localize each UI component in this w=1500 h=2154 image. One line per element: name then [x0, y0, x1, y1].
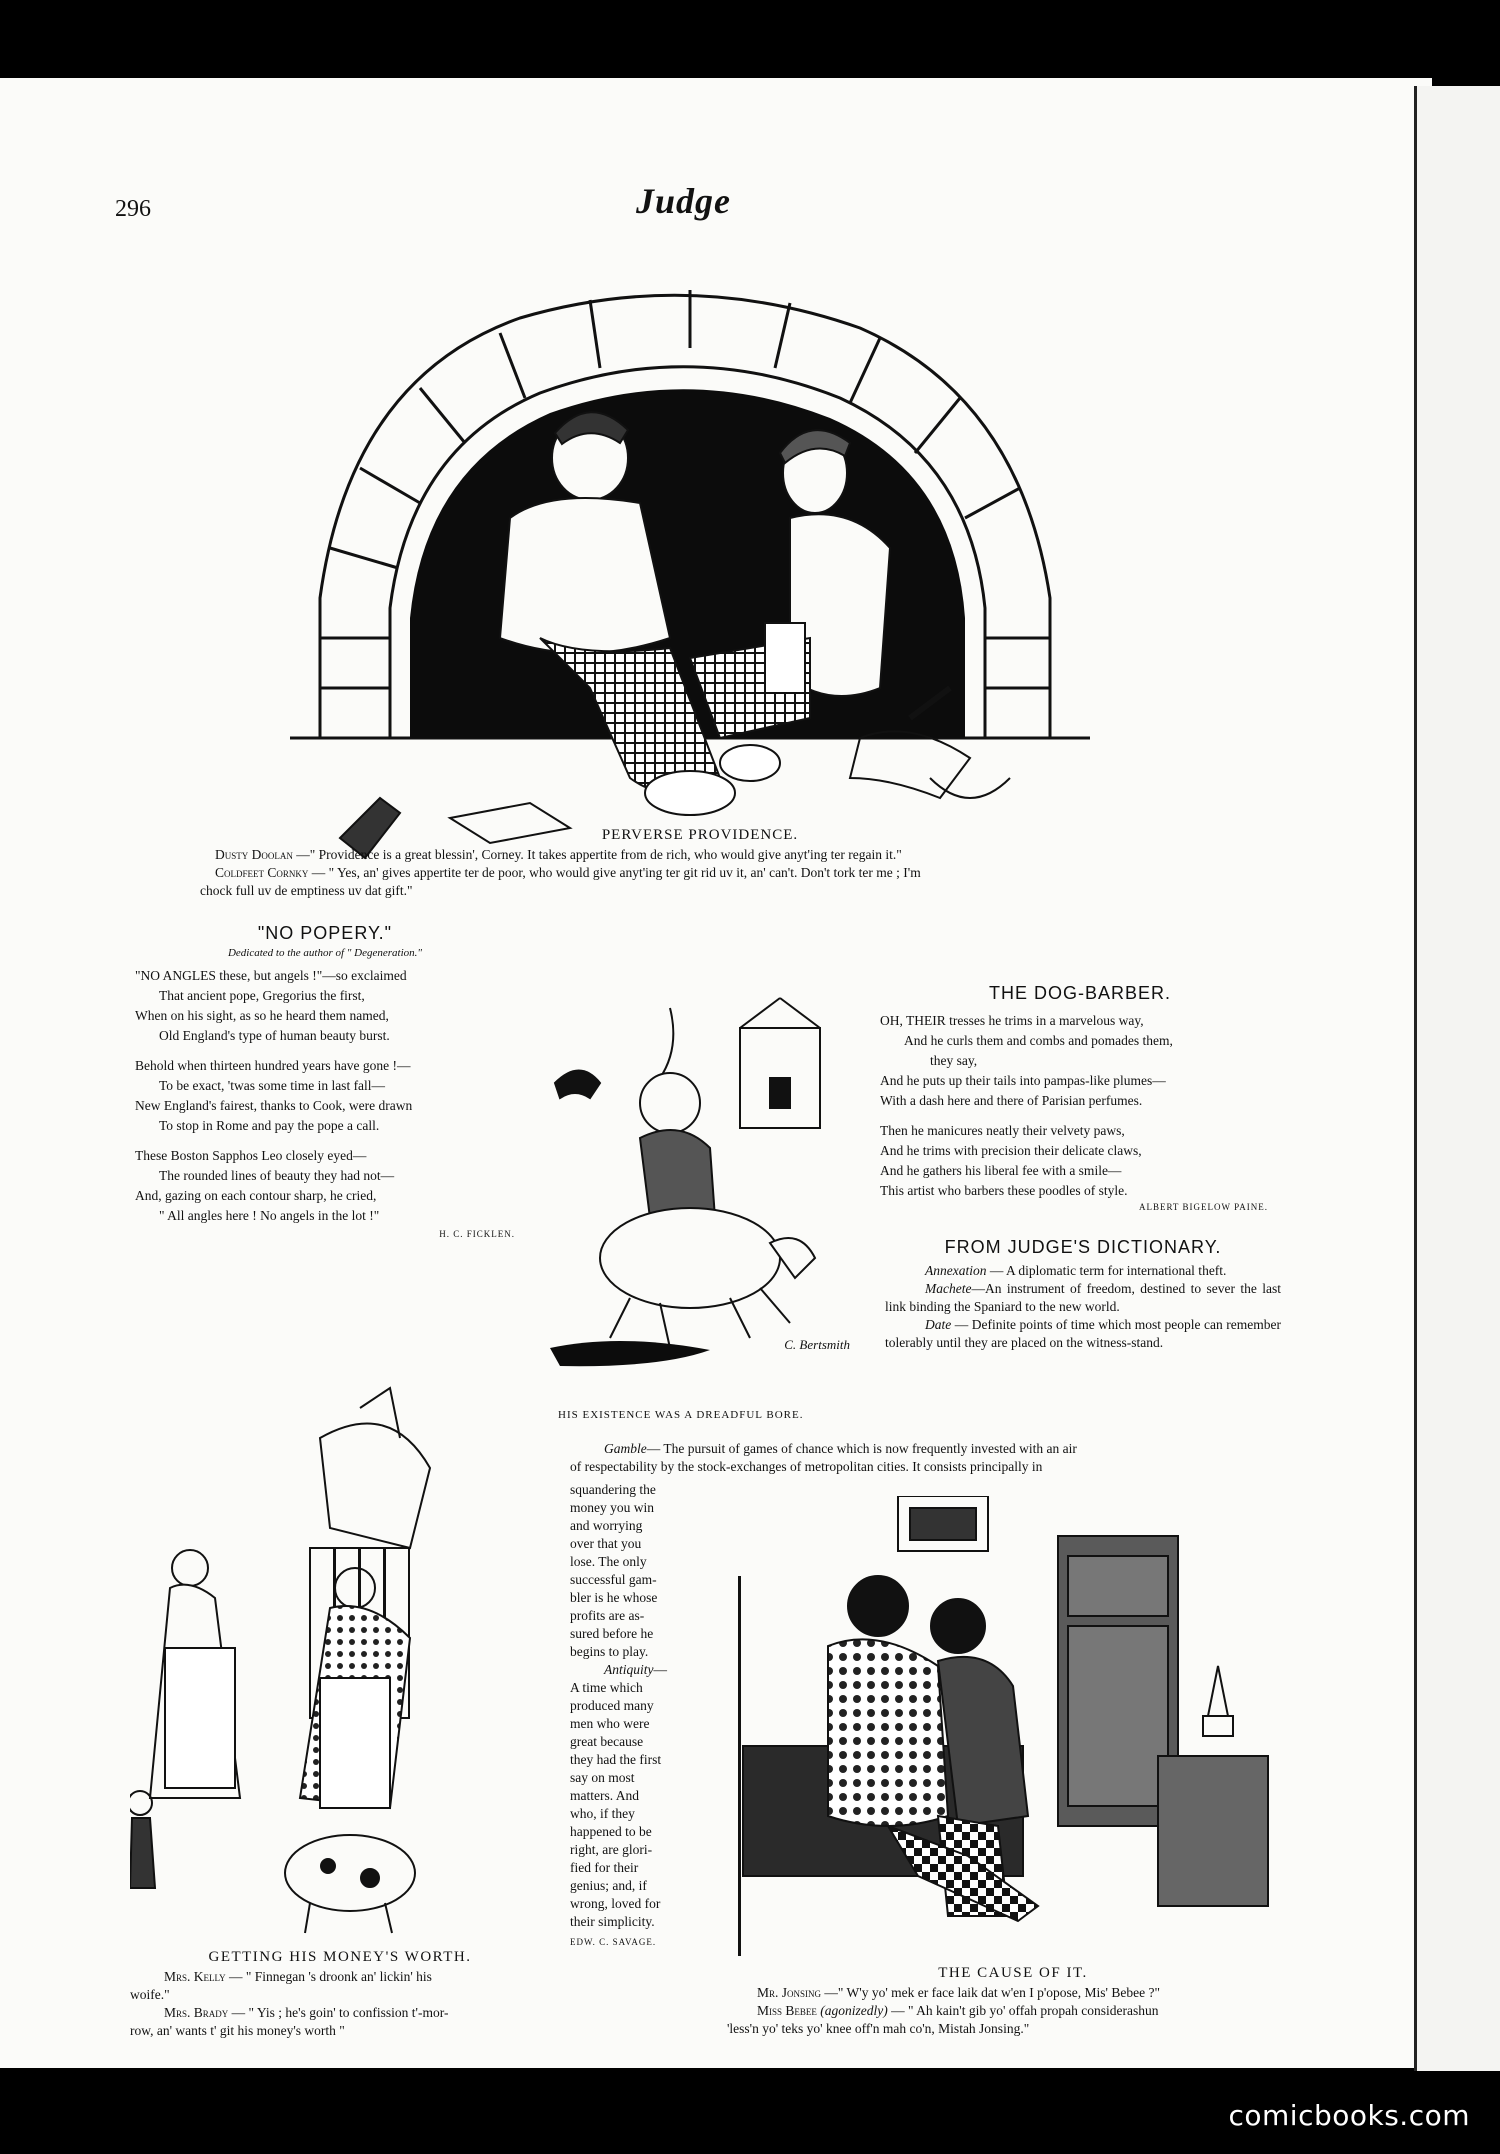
mrs-kelly-line: — " Finnegan 's droonk an' lickin' his	[225, 1969, 432, 1984]
masthead-logo: Judge	[636, 181, 731, 221]
miss-bebee-line-cont: 'less'n yo' teks yo' knee off'n mah co'n, Mistah Jonsing."	[727, 2021, 1030, 2036]
dog-barber-stanza-2	[880, 1122, 1280, 1200]
text-line: A time which	[570, 1680, 643, 1695]
term: Machete	[925, 1281, 972, 1296]
watermark: comicbooks.com	[1228, 2099, 1470, 2132]
entry-gamble	[570, 1440, 1282, 1476]
dictionary-author: EDW. C. SAVAGE.	[570, 1937, 657, 1947]
entry-date	[885, 1316, 1281, 1352]
text-line: genius; and, if	[570, 1878, 647, 1893]
text-line: happened to be	[570, 1824, 652, 1839]
text-line: their simplicity.	[570, 1914, 655, 1929]
text-line: matters. And	[570, 1788, 639, 1803]
term: Annexation	[925, 1263, 987, 1278]
gamble-continued	[570, 1481, 698, 1661]
no-popery-dedication: Dedicated to the author of " Degeneration."	[227, 947, 423, 959]
boy-pig-caption: HIS EXISTENCE WAS A DREADFUL BORE.	[558, 1409, 804, 1421]
dog-barber-poem	[880, 983, 1280, 1212]
poem-line: To stop in Rome and pay the pope a call.	[159, 1118, 380, 1133]
dictionary-column	[885, 1238, 1281, 1352]
poem-line: And he trims with precision their delicate claws,	[880, 1143, 1142, 1158]
text-line: money you win	[570, 1500, 654, 1515]
poem-line: The rounded lines of beauty they had not—	[159, 1168, 395, 1183]
mrs-brady-speaker: Mrs. Brady	[164, 2005, 229, 2020]
mr-jonsing-speaker: Mr. Jonsing	[757, 1985, 822, 2000]
no-popery-title: "NO POPERY."	[257, 923, 393, 943]
washerwomen-pig-illustration	[130, 1348, 550, 1948]
cause-of-it-dialogue	[727, 1984, 1327, 2038]
poem-line: Behold when thirteen hundred years have gone !—	[135, 1058, 411, 1073]
poem-line: To be exact, 'twas some time in last fall—	[159, 1078, 386, 1093]
magazine-page	[0, 78, 1432, 2068]
stage-direction: (agonizedly)	[820, 2003, 888, 2018]
no-popery-stanza-2	[135, 1057, 515, 1135]
poem-line: they say,	[930, 1053, 978, 1068]
no-popery-author: H. C. FICKLEN.	[439, 1229, 515, 1239]
adjacent-page-edge	[1414, 86, 1500, 2071]
poem-line: This artist who barbers these poodles of style.	[880, 1183, 1128, 1198]
artist-signature: C. Bertsmith	[784, 1337, 850, 1352]
coldfeet-cornky-line: — " Yes, an' gives appertite ter de poor, who would give anyt'ing ter git rid uv it, an' can't. Don't tork ter me ; I'm	[311, 865, 921, 880]
coldfeet-cornky-line-cont: chock full uv de emptiness uv dat gift."	[200, 883, 413, 898]
text-line: right, are glori-	[570, 1842, 653, 1857]
money-worth-dialogue	[130, 1968, 560, 2040]
narrow-text-column	[570, 1481, 698, 1951]
mrs-kelly-speaker: Mrs. Kelly	[164, 1969, 226, 1984]
antiquity-definition	[570, 1679, 698, 1931]
term: Gamble	[604, 1441, 647, 1456]
definition: —An instrument of freedom, destined to sever the last link binding the Spaniard to the new world.	[885, 1281, 1281, 1314]
cause-of-it-title: THE CAUSE OF IT.	[938, 1965, 1088, 1981]
definition: — Definite points of time which most people can remember tolerably until they are placed on the witness-stand.	[885, 1317, 1281, 1350]
poem-line: With a dash here and there of Parisian perfumes.	[880, 1093, 1143, 1108]
definition: — The pursuit of games of chance which is now frequently invested with an air	[646, 1441, 1077, 1456]
poem-line: "NO ANGLES these, but angels !"—so exclaimed	[135, 968, 407, 983]
text-line: sured before he	[570, 1626, 654, 1641]
text-line: fied for their	[570, 1860, 639, 1875]
text-line: bler is he whose	[570, 1590, 658, 1605]
poem-line: These Boston Sapphos Leo closely eyed—	[135, 1148, 367, 1163]
dog-barber-title: THE DOG-BARBER.	[988, 983, 1172, 1003]
entry-machete	[885, 1280, 1281, 1316]
dusty-doolan-line: —" Providence is a great blessin', Corney. It takes appertite from de rich, who would give anyt'ing ter regain it."	[296, 847, 902, 862]
poem-line: Then he manicures neatly their velvety paws,	[880, 1123, 1125, 1138]
mrs-brady-line-cont: row, an' wants t' git his money's worth "	[130, 2023, 345, 2038]
entry-antiquity-term: Antiquity—	[604, 1662, 667, 1677]
poem-line: OH, THEIR tresses he trims in a marvelous way,	[880, 1013, 1144, 1028]
dog-barber-stanza-1	[880, 1012, 1280, 1110]
poem-line: And he curls them and combs and pomades them,	[904, 1033, 1173, 1048]
text-line: great because	[570, 1734, 644, 1749]
no-popery-poem	[135, 923, 515, 1239]
text-line: they had the first	[570, 1752, 662, 1767]
no-popery-stanza-3	[135, 1147, 515, 1225]
text-line: begins to play.	[570, 1644, 649, 1659]
poem-line: And he puts up their tails into pampas-like plumes—	[880, 1073, 1166, 1088]
text-line: produced many	[570, 1698, 654, 1713]
page-number: 296	[115, 196, 151, 222]
term: Antiquity	[604, 1662, 654, 1677]
poem-line: " All angles here ! No angels in the lot !"	[159, 1208, 380, 1223]
coldfeet-cornky-speaker: Coldfeet Cornky	[215, 865, 309, 880]
text-line: lose. The only	[570, 1554, 647, 1569]
mrs-brady-line: — " Yis ; he's goin' to confission t'-mor-	[228, 2005, 449, 2020]
money-worth-title: GETTING HIS MONEY'S WORTH.	[208, 1949, 472, 1965]
mr-jonsing-line: —" W'y yo' mek er face laik dat w'en I p'opose, Mis' Bebee ?"	[821, 1985, 1160, 2000]
boy-on-pig-illustration	[540, 988, 870, 1383]
perverse-providence-title: PERVERSE PROVIDENCE.	[601, 827, 799, 843]
text-line: and worrying	[570, 1518, 643, 1533]
text-line: over that you	[570, 1536, 642, 1551]
perverse-providence-dialogue	[200, 846, 1245, 900]
entry-annexation	[885, 1262, 1281, 1280]
mrs-kelly-line-cont: woife."	[130, 1987, 170, 2002]
miss-bebee-speaker: Miss Bebee	[757, 2003, 817, 2018]
text-line: men who were	[570, 1716, 650, 1731]
text-line: who, if they	[570, 1806, 635, 1821]
poem-line: New England's fairest, thanks to Cook, were drawn	[135, 1098, 413, 1113]
no-popery-stanza-1	[135, 967, 515, 1045]
text-line: wrong, loved for	[570, 1896, 661, 1911]
poem-line: When on his sight, as so he heard them named,	[135, 1008, 389, 1023]
poem-line: And he gathers his liberal fee with a smile—	[880, 1163, 1122, 1178]
text-line: say on most	[570, 1770, 635, 1785]
definition-cont: of respectability by the stock-exchanges of metropolitan cities. It consists principally in	[570, 1459, 1043, 1474]
parlor-couple-illustration	[738, 1496, 1288, 1956]
text-line: profits are as-	[570, 1608, 645, 1623]
miss-bebee-line: — " Ah kain't gib yo' offah propah considerashun	[887, 2003, 1159, 2018]
term: Date	[925, 1317, 952, 1332]
definition: — A diplomatic term for international theft.	[986, 1263, 1227, 1278]
poem-line: And, gazing on each contour sharp, he cried,	[135, 1188, 377, 1203]
dictionary-title: FROM JUDGE'S DICTIONARY.	[944, 1237, 1222, 1257]
arch-tramps-illustration	[250, 218, 1130, 898]
poem-line: That ancient pope, Gregorius the first,	[159, 988, 365, 1003]
text-line: successful gam-	[570, 1572, 657, 1587]
dusty-doolan-speaker: Dusty Doolan	[215, 847, 293, 862]
dog-barber-author: ALBERT BIGELOW PAINE.	[1138, 1202, 1268, 1212]
text-line: squandering the	[570, 1482, 656, 1497]
poem-line: Old England's type of human beauty burst.	[159, 1028, 390, 1043]
